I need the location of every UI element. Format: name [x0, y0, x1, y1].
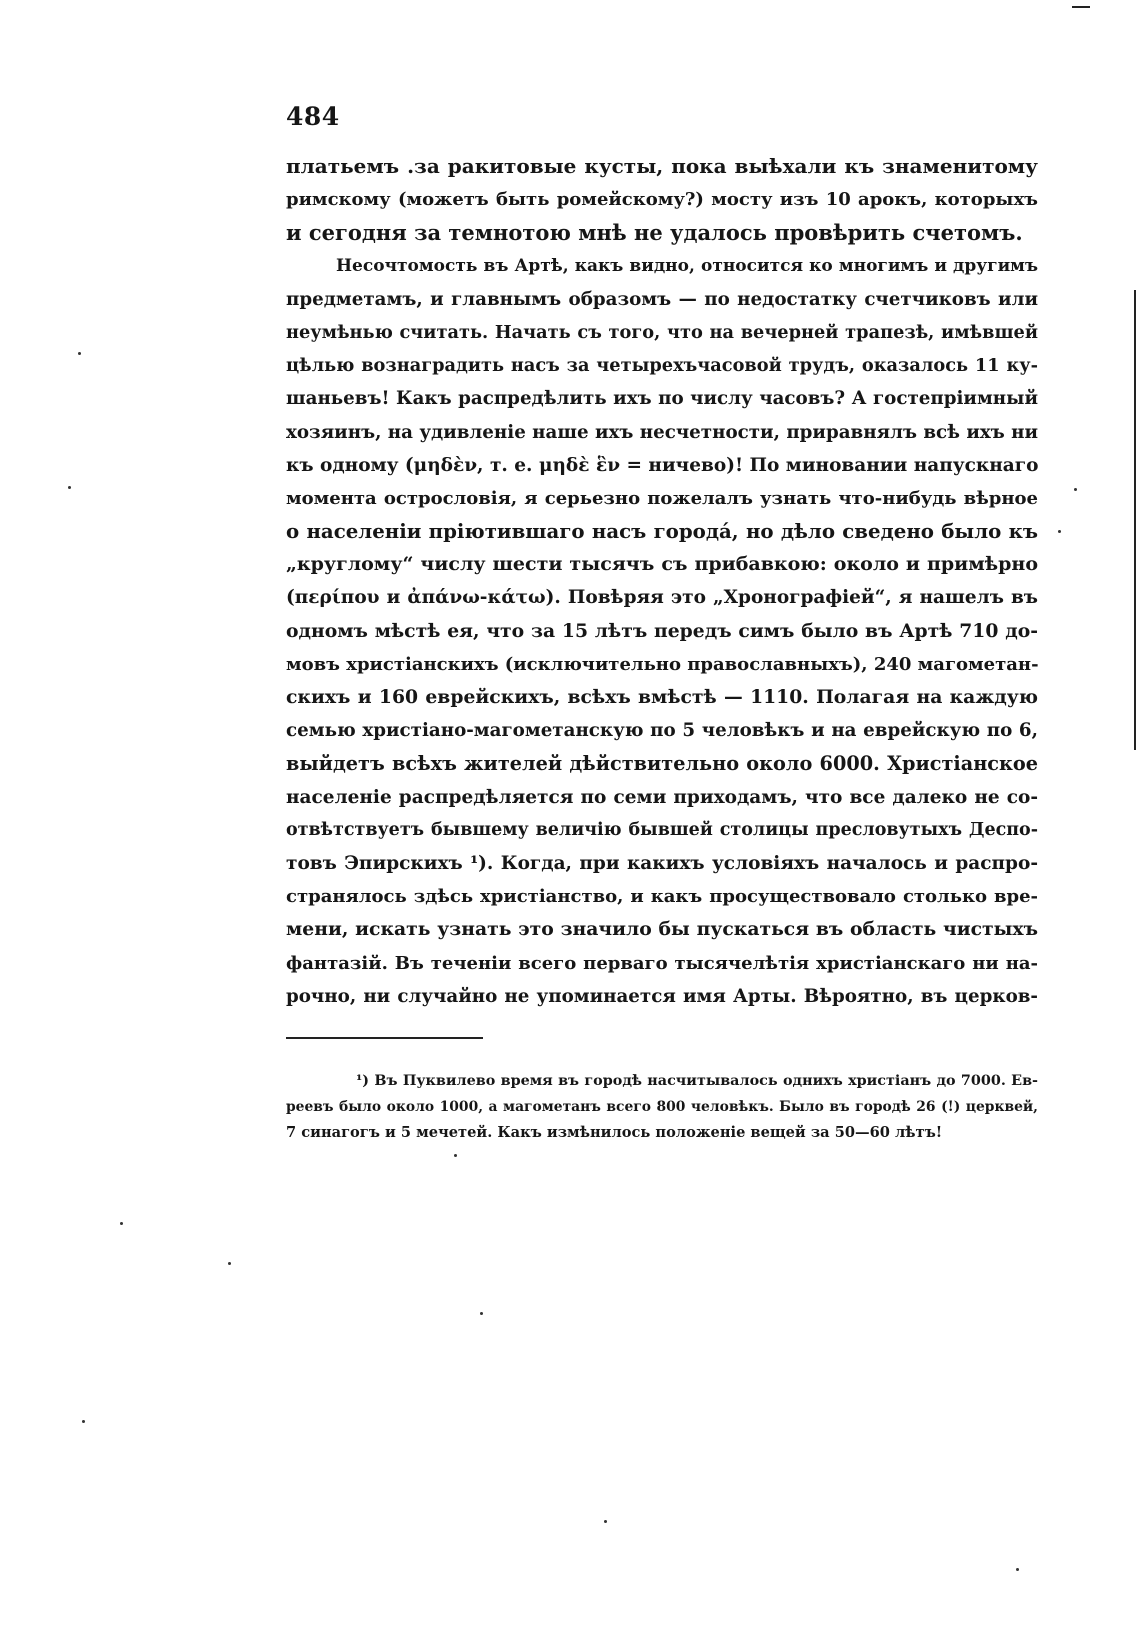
scan-speck [120, 1222, 123, 1225]
page-number: 484 [286, 102, 340, 131]
scan-speck [82, 1420, 85, 1423]
text-line: скихъ и 160 еврейскихъ, всѣхъ вмѣстѣ — 1110. Полагая на каждую [286, 686, 1038, 708]
text-line: неумѣнью считать. Начать съ того, что на вечерней трапезѣ, имѣвшей [286, 321, 1038, 343]
scan-speck [78, 352, 81, 355]
text-line: товъ Эпирскихъ ¹). Когда, при какихъ условіяхъ началось и распро- [286, 852, 1038, 874]
text-line: населеніе распредѣляется по семи приходамъ, что все далеко не со- [286, 786, 1038, 808]
text-line: шаньевъ! Какъ распредѣлить ихъ по числу часовъ? А гостепріимный [286, 388, 1038, 410]
text-line: (περίπου и ἀπάνω-κάτω). Повѣряя это „Хронографіей“, я нашелъ въ [286, 587, 1038, 609]
scan-speck [1074, 488, 1077, 491]
text-line: „круглому“ числу шести тысячъ съ прибавкою: около и примѣрно [286, 553, 1038, 576]
text-line: римскому (можетъ быть ромейскому?) мосту изъ 10 арокъ, которыхъ [286, 189, 1038, 211]
text-line: къ одному (μηδὲν, т. е. μηδὲ ἓν = ничево)! По миновании напускнаго [286, 454, 1039, 476]
text-line: семью христіано-магометанскую по 5 человѣкъ и на еврейскую по 6, [286, 720, 1038, 742]
scan-speck [604, 1520, 607, 1523]
text-line: фантазій. Въ теченіи всего перваго тысячелѣтія христіанскаго ни на- [286, 952, 1038, 974]
scan-speck [1016, 1568, 1019, 1571]
text-line: рочно, ни случайно не упоминается имя Арты. Вѣроятно, въ церков- [286, 985, 1038, 1007]
text-line: предметамъ, и главнымъ образомъ — по недостатку счетчиковъ или [286, 288, 1038, 310]
text-line: и сегодня за темнотою мнѣ не удалось провѣрить счетомъ. [286, 220, 1023, 246]
scan-speck [68, 486, 71, 489]
scan-edge-mark [1072, 6, 1090, 8]
text-line: выйдетъ всѣхъ жителей дѣйствительно около 6000. Христіанское [286, 752, 1038, 776]
scan-edge-mark [1134, 290, 1136, 750]
scan-speck [454, 1154, 457, 1157]
text-line: странялось здѣсь христіанство, и какъ просуществовало столько вре- [286, 886, 1038, 908]
scan-speck [1058, 530, 1061, 533]
footnote-line: ¹) Въ Пуквилево время въ городѣ насчитывалось однихъ христіанъ до 7000. Ев- [356, 1073, 1038, 1089]
text-line: отвѣтствуетъ бывшему величію бывшей столицы пресловутыхъ Деспо- [286, 819, 1038, 840]
footnote [286, 1068, 1038, 1146]
footnote-line: реевъ было около 1000, а магометанъ всего 800 человѣкъ. Было въ городѣ 26 (!) церквей, [286, 1099, 1038, 1115]
text-line: мовъ христіанскихъ (исключительно православныхъ), 240 магометан- [286, 653, 1039, 675]
scan-speck [228, 1262, 231, 1265]
scan-speck [480, 1312, 483, 1315]
text-line: Несочтомость въ Артѣ, какъ видно, относится ко многимъ и другимъ [336, 255, 1038, 276]
text-line: одномъ мѣстѣ ея, что за 15 лѣтъ передъ симъ было въ Артѣ 710 до- [286, 619, 1038, 642]
text-line: платьемъ .за ракитовые кусты, пока выѣхали къ знаменитому [286, 154, 1038, 178]
footnote-line: 7 синагогъ и 5 мечетей. Какъ измѣнилось положеніе вещей за 50—60 лѣтъ! [286, 1124, 943, 1141]
text-line: цѣлью вознаградить насъ за четырехъчасовой трудъ, оказалось 11 ку- [286, 355, 1038, 377]
text-line: хозяинъ, на удивленіе наше ихъ несчетности, приравнялъ всѣ ихъ ни [286, 421, 1038, 443]
text-line: о населеніи пріютившаго насъ городá, но дѣло сведено было къ [286, 519, 1038, 544]
body-text [286, 150, 1038, 1013]
text-line: момента острословія, я серьезно пожелалъ узнать что-нибудь вѣрное [286, 487, 1038, 509]
text-line: мени, искать узнать это значило бы пускаться въ область чистыхъ [286, 918, 1038, 941]
footnote-divider [286, 1037, 483, 1039]
